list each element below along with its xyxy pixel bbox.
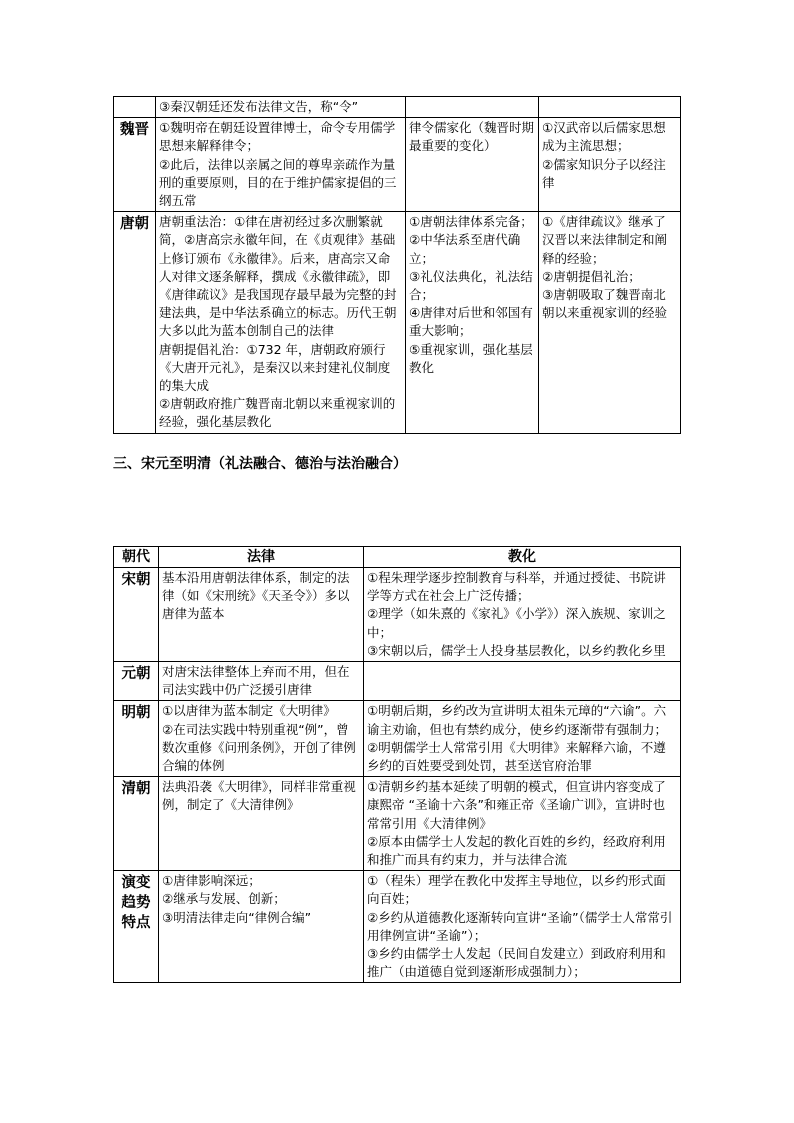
table-row [114, 568, 681, 662]
table-row [114, 701, 681, 777]
table-row [114, 212, 681, 433]
table-row [114, 118, 681, 212]
reason-cell [539, 97, 681, 118]
table-row [114, 97, 681, 118]
table-song-to-qing [113, 546, 681, 983]
column-header-law: 法律 [159, 547, 364, 568]
law-cell: ①唐律影响深远； ②继承与发展、创新； ③明清法律走向“律例合编” [159, 871, 364, 983]
law-cell: ③秦汉朝廷还发布法律文告，称“令” [156, 97, 406, 118]
law-cell: ①以唐律为蓝本制定《大明律》 ②在司法实践中特别重视“例”，曾数次重修《问刑条例》，开创了律例合编的体例 [159, 701, 364, 777]
section-heading: 三、宋元至明清（礼法融合、德治与法治融合） [113, 456, 407, 472]
dynasty-cell: 唐朝 [114, 212, 156, 433]
law-cell: 法典沿袭《大明律》，同样非常重视例，制定了《大清律例》 [159, 777, 364, 871]
law-cell: 基本沿用唐朝法律体系，制定的法律（如《宋刑统》《天圣令》）多以唐律为蓝本 [159, 568, 364, 662]
dynasty-cell: 魏晋 [114, 118, 156, 212]
column-header-dynasty: 朝代 [114, 547, 159, 568]
table-row [114, 777, 681, 871]
dynasty-cell: 宋朝 [114, 568, 159, 662]
reason-cell: ①《唐律疏议》继承了汉晋以来法律制定和阐释的经验； ②唐朝提倡礼治； ③唐朝吸取了魏晋南北朝以来重视家训的经验 [539, 212, 681, 433]
dynasty-cell: 明朝 [114, 701, 159, 777]
edu-cell: ①程朱理学逐步控制教育与科举，并通过授徒、书院讲学等方式在社会上广泛传播； ②理学（如朱熹的《家礼》《小学》）深入族规、家训之中； ③宋朝以后，儒学士人投身基层教化，以乡约教化乡里 [364, 568, 681, 662]
column-header-education: 教化 [364, 547, 681, 568]
edu-cell: ①（程朱）理学在教化中发挥主导地位，以乡约形式面向百姓； ②乡约从道德教化逐渐转向宣讲“圣谕”（儒学士人常常引用律例宣讲“圣谕”）； ③乡约由儒学士人发起（民间自发建立）到政府利用和推广（由道德自觉到逐渐形成强制力）； [364, 871, 681, 983]
feature-cell: ①唐朝法律体系完备； ②中华法系至唐代确立； ③礼仪法典化，礼法结合； ④唐律对后世和邻国有重大影响； ⑤重视家训，强化基层教化 [406, 212, 539, 433]
table-row [114, 662, 681, 701]
feature-cell: 律令儒家化（魏晋时期最重要的变化） [406, 118, 539, 212]
table-wei-jin-tang [113, 96, 681, 434]
edu-cell: ①明朝后期，乡约改为宣讲明太祖朱元璋的“六谕”。六谕主劝谕，但也有禁约成分，使乡约逐渐带有强制力； ②明朝儒学士人常常引用《大明律》来解释六谕，不遵乡约的百姓要受到处罚，甚至送官府治罪 [364, 701, 681, 777]
edu-cell: ①清朝乡约基本延续了明朝的模式，但宣讲内容变成了康熙帝 “圣谕十六条”和雍正帝《圣谕广训》，宣讲时也常常引用《大清律例》 ②原本由儒学士人发起的教化百姓的乡约，经政府利用和推广而具有约束力，并与法律合流 [364, 777, 681, 871]
dynasty-cell [114, 97, 156, 118]
feature-cell [406, 97, 539, 118]
law-cell: 唐朝重法治：①律在唐初经过多次删繁就简，②唐高宗永徽年间，在《贞观律》基础上修订颁布《永徽律》。后来，唐高宗又命人对律文逐条解释，撰成《永徽律疏》，即《唐律疏议》是我国现存最早最为完整的封建法典，是中华法系确立的标志。历代王朝大多以此为蓝本创制自己的法律 唐朝提倡礼治：①732 年，唐朝政府颁行《大唐开元礼》，是秦汉以来封建礼仪制度的集大成 ②唐朝政府推广魏晋南北朝以来重视家训的经验，强化基层教化 [156, 212, 406, 433]
law-cell: 对唐宋法律整体上弃而不用，但在司法实践中仍广泛援引唐律 [159, 662, 364, 701]
dynasty-cell: 演变趋势特点 [114, 871, 159, 983]
table-row [114, 871, 681, 983]
edu-cell [364, 662, 681, 701]
reason-cell: ①汉武帝以后儒家思想成为主流思想； ②儒家知识分子以经注律 [539, 118, 681, 212]
dynasty-cell: 清朝 [114, 777, 159, 871]
dynasty-cell: 元朝 [114, 662, 159, 701]
table-header-row [114, 547, 681, 568]
law-cell: ①魏明帝在朝廷设置律博士，命令专用儒学思想来解释律令； ②此后，法律以亲属之间的尊卑亲疏作为量刑的重要原则，目的在于维护儒家提倡的三纲五常 [156, 118, 406, 212]
